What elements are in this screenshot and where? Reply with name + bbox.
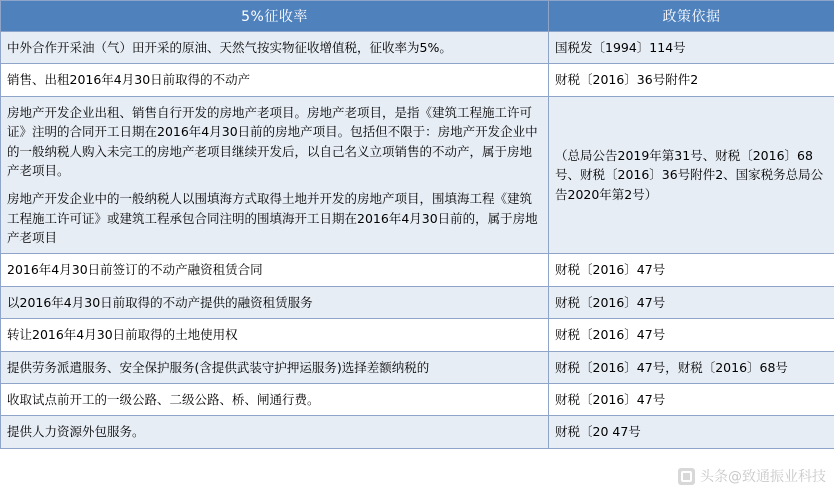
cell-description: 提供人力资源外包服务。 (1, 416, 549, 448)
cell-description: 2016年4月30日前签订的不动产融资租赁合同 (1, 254, 549, 286)
cell-description: 收取试点前开工的一级公路、二级公路、桥、闸通行费。 (1, 383, 549, 415)
cell-policy-basis: 财税〔2016〕47号，财税〔2016〕68号 (549, 351, 834, 383)
cell-policy-basis: （总局公告2019年第31号、财税〔2016〕68号、财税〔2016〕36号附件2、国家税务总局公告2020年第2号） (549, 96, 834, 254)
cell-policy-basis: 国税发〔1994〕114号 (549, 32, 834, 64)
column-header-basis: 政策依据 (549, 1, 834, 32)
table-row (1, 383, 834, 415)
watermark (678, 466, 826, 486)
cell-policy-basis: 财税〔2016〕47号 (549, 383, 834, 415)
cell-policy-basis: 财税〔2016〕36号附件2 (549, 64, 834, 96)
table-row (1, 416, 834, 448)
description-paragraph: 房地产开发企业中的一般纳税人以围填海方式取得土地并开发的房地产项目，围填海工程《建筑工程施工许可证》或建筑工程承包合同注明的围填海开工日期在2016年4月30日前的，属于房地产老项目 (7, 191, 538, 245)
table-row (1, 254, 834, 286)
table-row (1, 96, 834, 254)
cell-description: 转让2016年4月30日前取得的土地使用权 (1, 319, 549, 351)
table-body (1, 32, 834, 449)
table-row (1, 64, 834, 96)
watermark-text: 头条@致通振业科技 (700, 469, 826, 485)
cell-description: 以2016年4月30日前取得的不动产提供的融资租赁服务 (1, 286, 549, 318)
table-row (1, 351, 834, 383)
table-row (1, 319, 834, 351)
table-header (1, 1, 834, 32)
app-logo-icon (678, 468, 695, 485)
description-paragraph: 房地产开发企业出租、销售自行开发的房地产老项目。房地产老项目，是指《建筑工程施工许可证》注明的合同开工日期在2016年4月30日前的房地产项目。包括但不限于：房地产开发企业中的一般纳税人购入未完工的房地产老项目继续开发后，以自己名义立项销售的不动产，属于房地产老项目。 (7, 104, 538, 178)
table-header-row (1, 1, 834, 32)
cell-description (1, 96, 549, 254)
column-header-rate: 5%征收率 (1, 1, 549, 32)
table-row (1, 32, 834, 64)
cell-description: 提供劳务派遣服务、安全保护服务(含提供武装守护押运服务)选择差额纳税的 (1, 351, 549, 383)
table-row (1, 286, 834, 318)
cell-policy-basis: 财税〔2016〕47号 (549, 254, 834, 286)
cell-policy-basis: 财税〔2016〕47号 (549, 319, 834, 351)
cell-description: 销售、出租2016年4月30日前取得的不动产 (1, 64, 549, 96)
cell-policy-basis: 财税〔20 47号 (549, 416, 834, 448)
cell-policy-basis: 财税〔2016〕47号 (549, 286, 834, 318)
cell-description: 中外合作开采油（气）田开采的原油、天然气按实物征收增值税，征收率为5%。 (1, 32, 549, 64)
